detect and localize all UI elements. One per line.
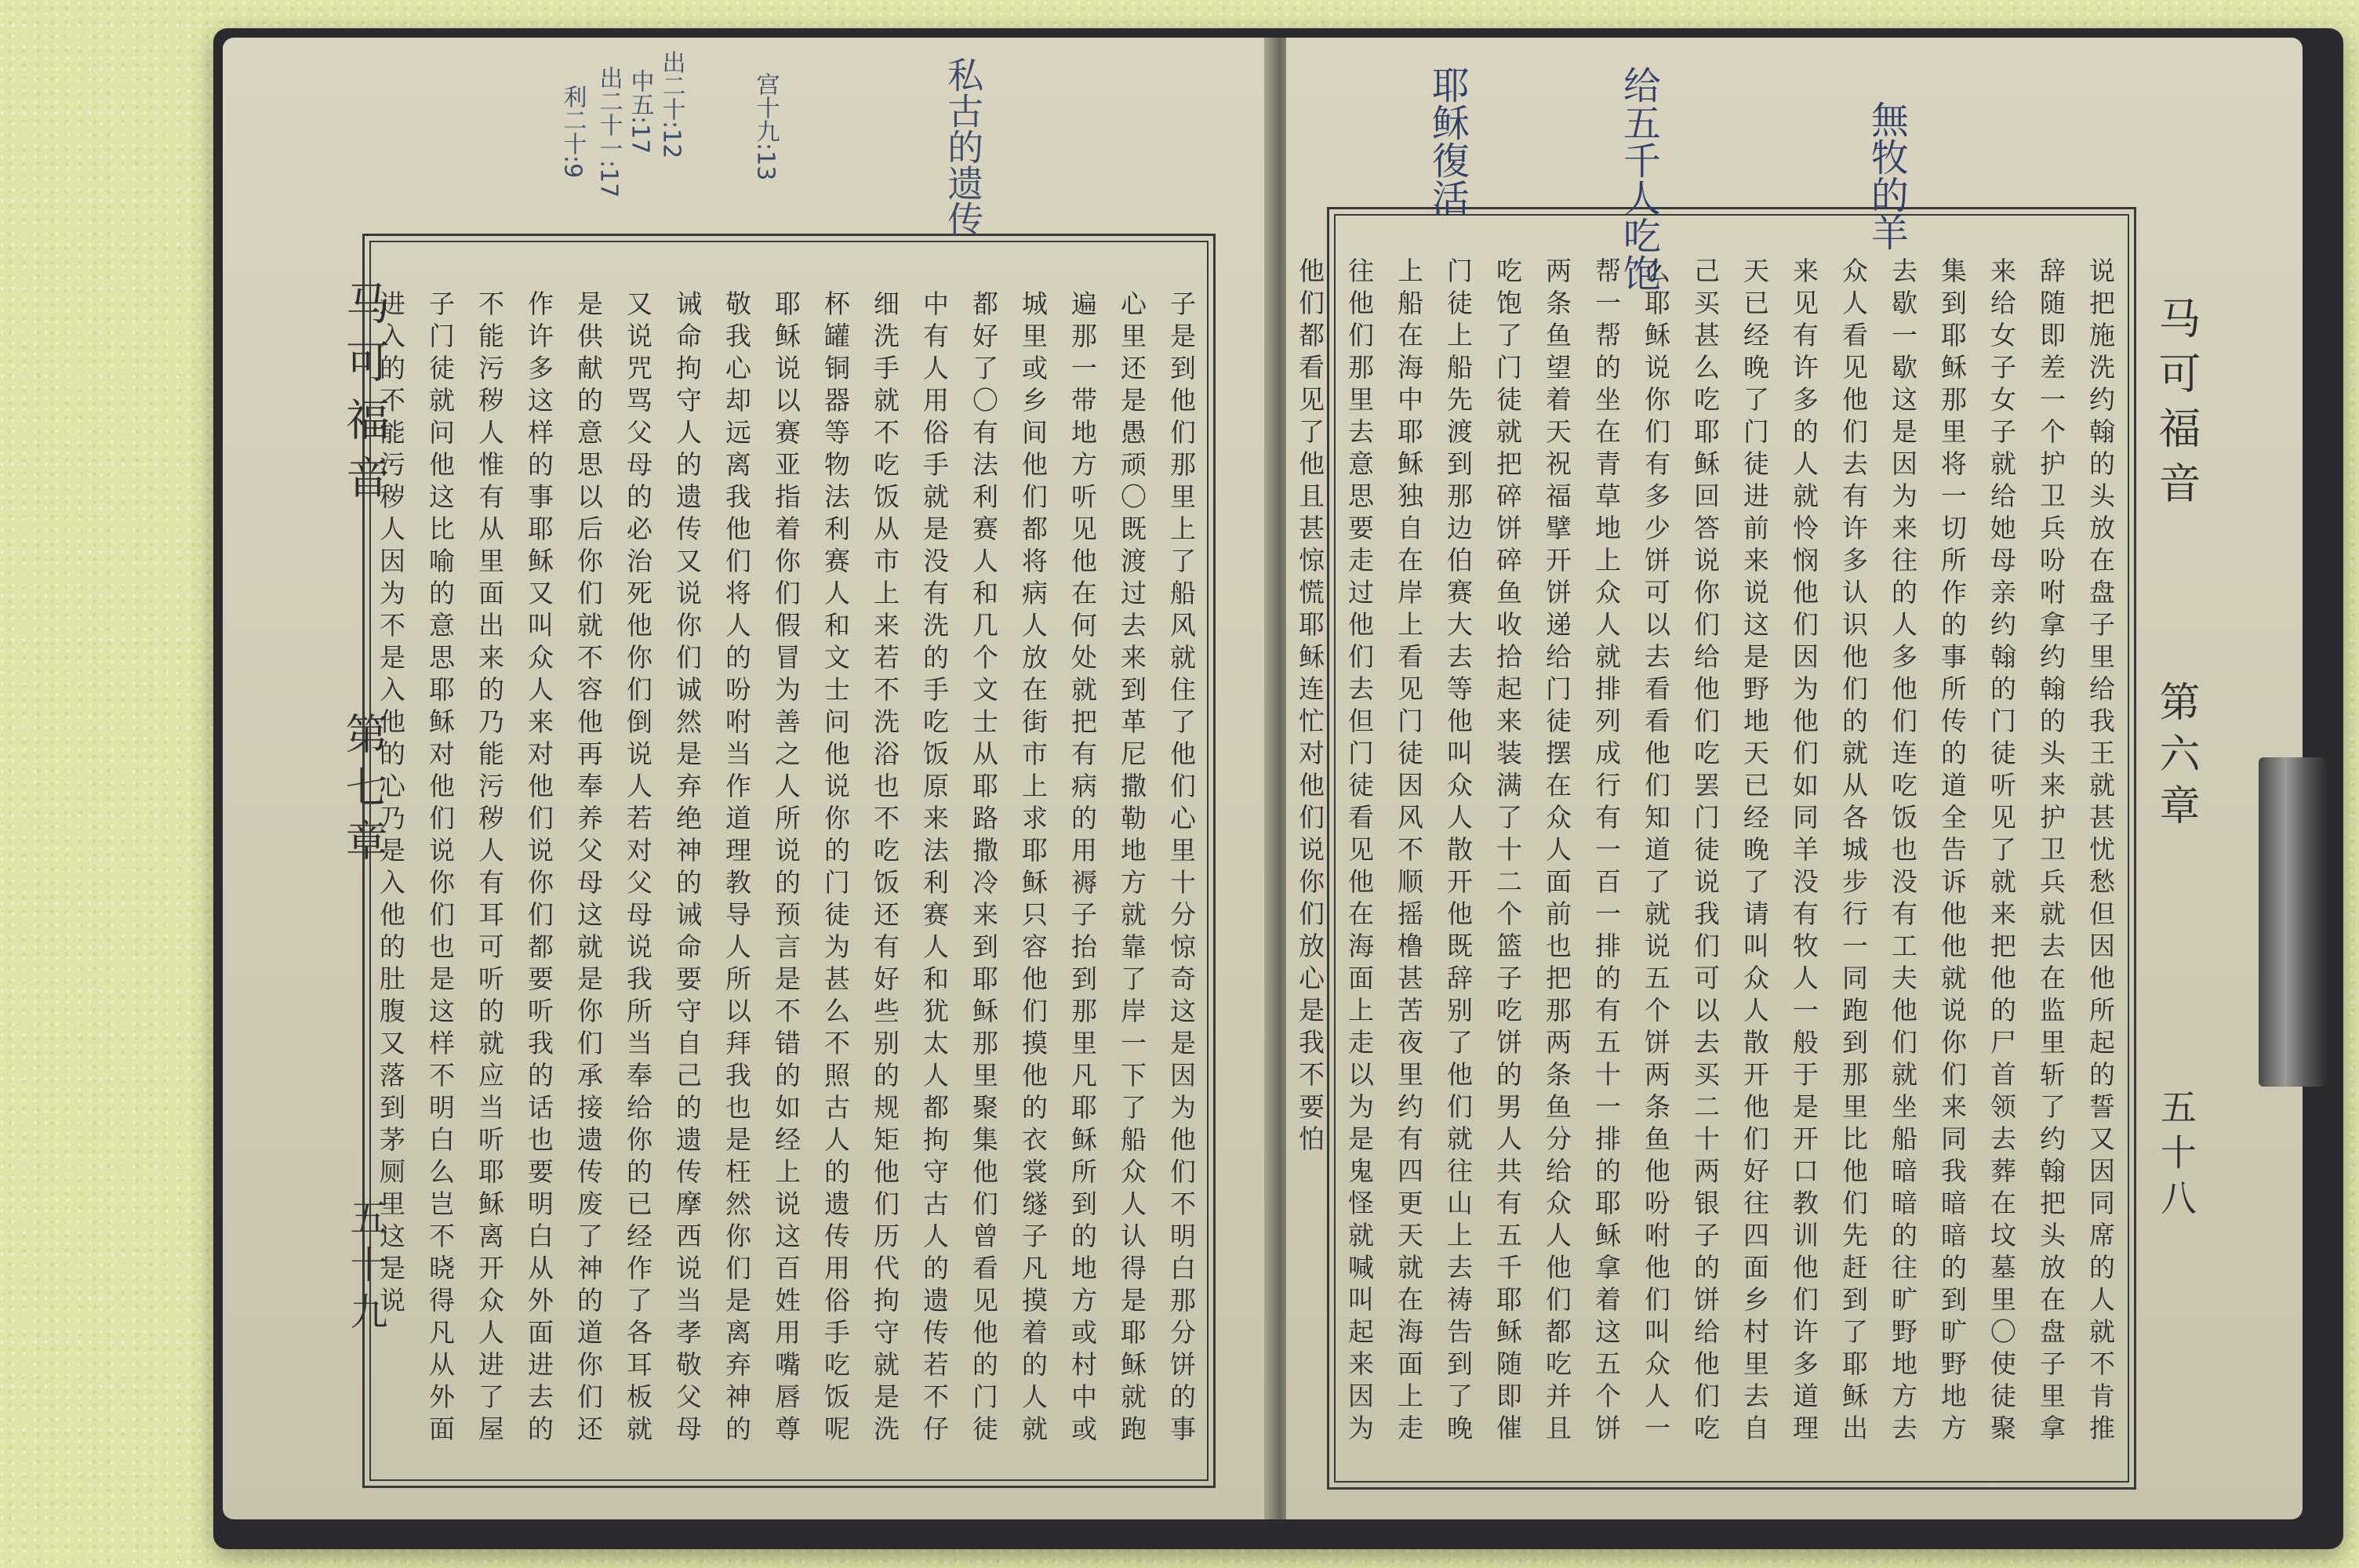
left-page [223, 38, 1272, 1519]
right-annotation-2: 给五千人吃饱 [1616, 66, 1661, 292]
left-chapter-label: 第七章 [339, 712, 388, 872]
binder-clip [2259, 757, 2326, 1087]
left-annotation-4: 中五:17 [626, 69, 654, 154]
right-annotation-1: 耶稣復活 [1425, 66, 1470, 216]
right-page-number: 五十八 [2155, 1088, 2197, 1225]
right-page [1286, 38, 2303, 1519]
right-chapter-label: 第六章 [2152, 681, 2199, 836]
left-annotation-2: 宫十九:13 [751, 72, 780, 181]
left-body-text: 子是到他们那里上了船风就住了他们心里十分惊奇这是因为他们不明白那分饼的事心里还是愚顽〇既渡过去来到革尼撒勒地方就靠了岸一下了船众人认得是耶稣就跑遍那一带地方听见他在何处就把有病的用褥子抬到那里凡耶稣所到的地方或村中或城里或乡间他们都将病人放在街市上求耶稣只容他们摸他的衣裳䍁子凡摸着的人就都好了〇有法利赛人和几个文士从耶路撒冷来到耶稣那里聚集他们曾看见他的门徒中有人用俗手就是没有洗的手吃饭原来法利赛人和犹太人都拘守古人的遗传若不仔细洗手就不吃饭从市上来若不洗浴也不吃饭还有好些别的规矩他们历代拘守就是洗杯罐铜器等物法利赛人和文士问他说你的门徒为甚么不照古人的遗传用俗手吃饭呢耶稣说以赛亚指着你们假冒为善之人所说的预言是不错的如经上说这百姓用嘴唇尊敬我心却远离我他们将人的吩咐当作道理教导人所以拜我也是枉然你们是离弃神的诫命拘守人的遗传又说你们诚然是弃绝神的诫命要守自己的遗传摩西说当孝敬父母又说咒骂父母的必治死他你们倒说人若对父母说我所当奉给你的已经作了各耳板就是供献的意思以后你们就不容他再奉养父母这就是你们承接遗传废了神的道你们还作许多这样的事耶稣又叫众人来对他们说你们都要听我的话也要明白从外面进去的不能污秽人惟有从里面出来的乃能污秽人有耳可听的就应当听耶稣离开众人进了屋子门徒就问他这比喻的意思耶稣对他们说你们也是这样不明白么岂不晓得凡从外面进入的不能污秽人因为不是入他的心乃是入他的肚腹又落到茅厕里这是说 [376, 290, 1197, 1447]
left-annotation-3: 出二十:12 [657, 50, 685, 159]
left-annotation-6: 利二十:9 [558, 85, 587, 179]
right-annotation-3: 無牧的羊 [1864, 100, 1909, 251]
left-page-number: 五十九 [343, 1198, 387, 1339]
right-body-text: 说把施洗约翰的头放在盘子里给我王就甚忧愁但因他所起的誓又因同席的人就不肯推辞随即差一个护卫兵吩咐拿约翰的头来护卫兵就去在监里斩了约翰把头放在盘子里拿来给女子女子就给她母亲约翰的门徒听见了就来把他的尸首领去葬在坟墓里〇使徒聚集到耶稣那里将一切所作的事所传的道全告诉他他就说你们来同我暗暗的到旷野地方去歇一歇这是因为来往的人多他们连吃饭也没有工夫他们就坐船暗暗的往旷野地方去众人看见他们去有许多认识他们的就从各城步行一同跑到那里比他们先赶到了耶稣出来见有许多的人就怜悯他们因为他们如同羊没有牧人一般于是开口教训他们许多道理天已经晚了门徒进前来说这是野地天已经晚了请叫众人散开他们好往四面乡村里去自己买甚么吃耶稣回答说你们给他们吃罢门徒说我们可以去买二十两银子的饼给他们吃么耶稣说你们有多少饼可以去看看他们知道了就说五个饼两条鱼他吩咐他们叫众人一帮一帮的坐在青草地上众人就排列成行有一百一排的有五十一排的耶稣拿着这五个饼两条鱼望着天祝福擘开饼递给门徒摆在众人面前也把那两条鱼分给众人他们都吃并且吃饱了门徒就把碎饼碎鱼收拾起来装满了十二个篮子吃饼的男人共有五千耶稣随即催门徒上船先渡到那边伯赛大去等他叫众人散开他既辞别了他们就往山上去祷告到了晚上船在海中耶稣独自在岸上看见门徒因风不顺摇橹甚苦夜里约有四更天就在海面上走往他们那里去意思要走过他们去但门徒看见他在海面上走以为是鬼怪就喊叫起来因为他们都看见了他且甚惊慌耶稣连忙对他们说你们放心是我不要怕 [1295, 257, 2116, 1446]
left-annotation-5: 出二十一:17 [594, 66, 623, 198]
left-running-head: 马可福音 [339, 281, 390, 513]
left-annotation-1: 私古的遗传 [942, 56, 985, 237]
right-running-head: 马可福音 [2152, 296, 2201, 516]
